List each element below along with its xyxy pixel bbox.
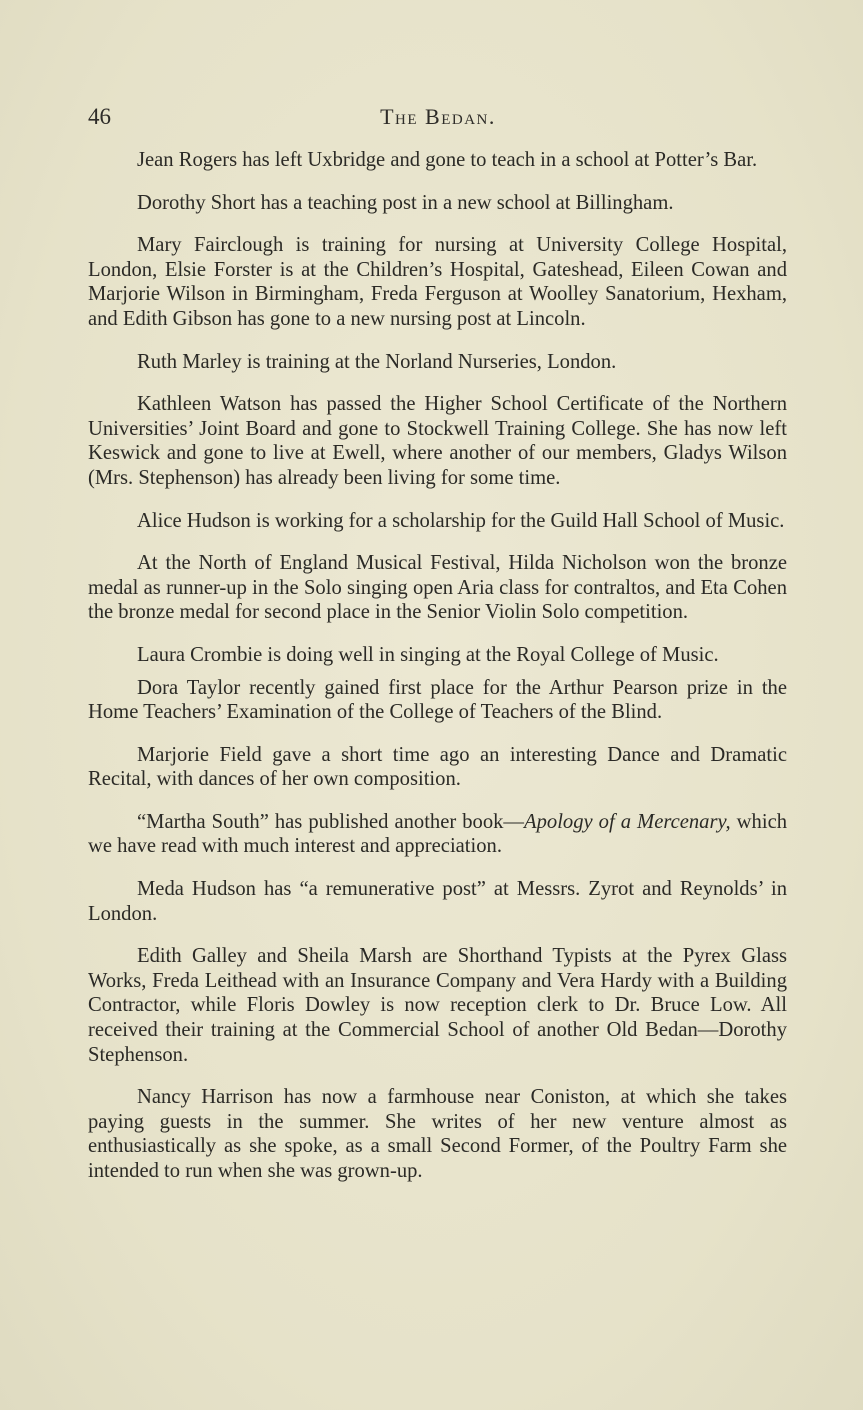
article-body <box>88 148 787 1202</box>
paragraph-mary-fairclough: Mary Fairclough is training for nursing at University College Hospital, London, Elsie Forster is at the Children’s Hospital, Gateshead, Eileen Cowan and Marjorie Wilson in Birmingham, Freda Ferguson at Woolley Sanatorium, Hexham, and Edith Gibson has gone to a new nursing post at Lincoln. <box>88 234 787 330</box>
running-title: The Bedan. <box>380 104 496 129</box>
martha-south-text-after: which we have read with much interest and appreciation. <box>88 810 788 858</box>
martha-south-text-before: “Martha South” has published another book— <box>137 810 525 833</box>
page-header <box>88 104 788 138</box>
book-title: Apology of a Mercenary, <box>524 810 731 833</box>
paragraph-meda-hudson: Meda Hudson has “a remunerative post” at Messrs. Zyrot and Reynolds’ in London. <box>88 878 787 925</box>
paragraph-nancy-harrison: Nancy Harrison has now a farmhouse near Coniston, at which she takes paying guests in the summer. She writes of her new venture almost as enthusiastically as she spoke, as a small Second Former, of the Poultry Farm she intended to run when she was grown-up. <box>88 1086 787 1182</box>
paragraph-dorothy-short: Dorothy Short has a teaching post in a new school at Billingham. <box>137 191 674 214</box>
paragraph-jean-rogers: Jean Rogers has left Uxbridge and gone to teach in a school at Potter’s Bar. <box>137 149 758 171</box>
paragraph-marjorie-field: Marjorie Field gave a short time ago an interesting Dance and Dramatic Recital, with dances of her own composition. <box>88 743 787 791</box>
paragraph-musical-festival: At the North of England Musical Festival, Hilda Nicholson won the bronze medal as runner-up in the Solo singing open Aria class for contraltos, and Eta Cohen the bronze medal for second place in the Senior Violin Solo competition. <box>88 552 787 624</box>
paragraph-kathleen-watson: Kathleen Watson has passed the Higher School Certificate of the Northern Universities’ Joint Board and gone to Stockwell Training College. She has now left Keswick and gone to live at Ewell, where another of our members, Gladys Wilson (Mrs. Stephenson) has already been living for some time. <box>88 393 787 489</box>
paragraph-ruth-marley: Ruth Marley is training at the Norland Nurseries, London. <box>137 350 617 373</box>
paragraph-laura-crombie: Laura Crombie is doing well in singing at the Royal College of Music. <box>137 643 719 666</box>
paragraph-martha-south <box>88 810 787 859</box>
paragraph-typists: Edith Galley and Sheila Marsh are Shorthand Typists at the Pyrex Glass Works, Freda Leithead with an Insurance Company and Vera Hardy with a Building Contractor, while Floris Dowley is now reception clerk to Dr. Bruce Low. All received their training at the Commercial School of another Old Bedan—Dorothy Stephenson. <box>88 945 787 1066</box>
paragraph-alice-hudson: Alice Hudson is working for a scholarship for the Guild Hall School of Music. <box>137 509 785 532</box>
page-number: 46 <box>88 104 111 129</box>
paragraph-dora-taylor: Dora Taylor recently gained first place for the Arthur Pearson prize in the Home Teachers’ Examination of the College of Teachers of the Blind. <box>88 676 787 724</box>
